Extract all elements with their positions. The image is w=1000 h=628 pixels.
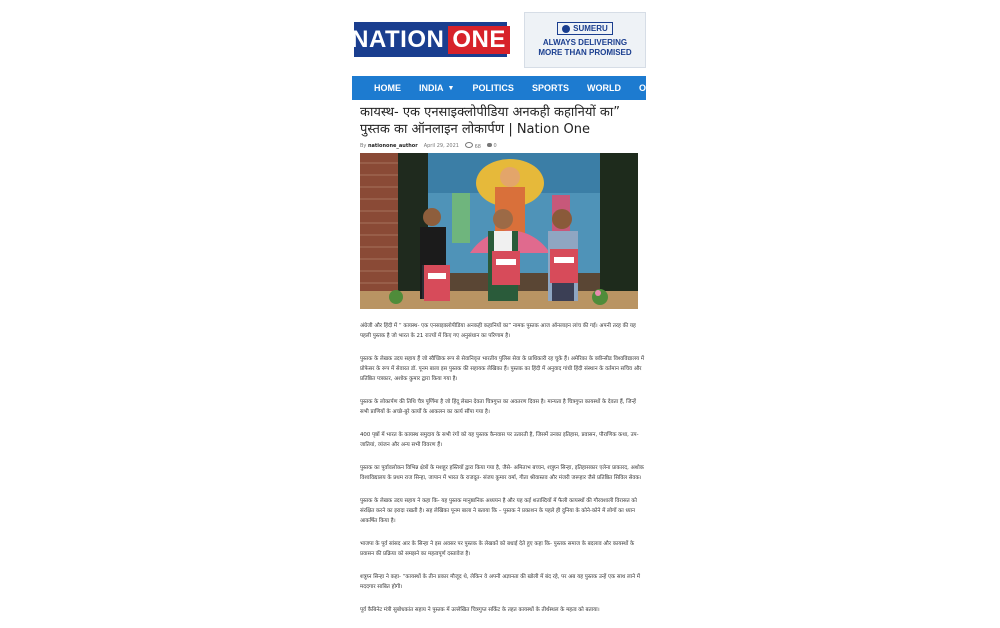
nav-item-label: POLITICS (472, 83, 514, 93)
article-paragraph: पुस्तक के लेखक उदय सहाय ने कहा कि- यह पुस्तक मानुष्ठानिक अध्ययन है और यह कई शताब्दियों में फैली कायस्थों की गौरवशाली विरासत को संरक्षित करने का इरादा रखती है। सह लेखिका पूनम बाला ने बताया कि – पुस्तक ने प्रकाशन के पहले ही दुनिया के कोने-कोने में लोगों का ध्यान आकर्षित किया है। (360, 498, 637, 524)
article-body (360, 321, 646, 628)
article-title: कायस्थ- एक एनसाइक्लोपीडिया अनकही कहानियों का” पुस्तक का ऑनलाइन लोकार्पण | Nation One (360, 105, 620, 137)
article-paragraph: पुस्तक का पूर्वावलोकन विभिन्न क्षेत्रों के मशहूर हस्तियों द्वारा किया गया है, जैसे- अमिताभ बच्चन, शत्रुघ्न सिन्हा, इतिहासकार एलेना प्राकारद, अशोक विश्वविद्यालय के प्रथम राज सिन्हा, जापान में भारत के राजदूत- संजय कुमार वर्मा, गीता श्रीवास्तव और मंजरी जरूहार जैसे प्रतिष्ठित सिविल सेवक। (360, 465, 644, 481)
article-meta (360, 141, 644, 151)
eye-icon (465, 142, 473, 148)
ad-brand-name: SUMERU (573, 24, 608, 33)
ad-brand (557, 22, 613, 35)
main-navigation (352, 76, 677, 100)
nav-item-label: WORLD (586, 83, 621, 93)
article-paragraph: 400 पृष्ठों में भारत के कायस्थ समुदाय के सभी रंगों को यह पुस्तक कैनवास पर उतारती है, जिसमें उनका इतिहास, प्रवासन, पौराणिक कथा, उप-जातियां, व्यंजन और अन्य सभी विवरण हैं। (360, 432, 639, 448)
sumeru-logo-icon (562, 25, 570, 33)
ad-tagline-2: MORE THAN PROMISED (538, 48, 632, 57)
view-count-value: 68 (474, 144, 481, 150)
logo-text-one: ONE (448, 26, 510, 54)
nation-one-logo[interactable] (351, 22, 507, 57)
article-paragraph: पुस्तक के लेखक उदय सहाय हैं जो स्वैच्छिक रूप से सेवानिवृत्त भारतीय पुलिस सेवा के प्राधिकारी रह चुके हैं। अमेरिका के क्वीन्सीड विश्वविद्यालय में प्रोफेसर के रूप में सेवारत डॉ. पूनम बाला इस पुस्तक की सहायक लेखिका हैं। पुस्तक का हिंदी में अनुवाद गांधी हिंदी संस्थान के वर्तमान सचिव और प्रतिष्ठित पत्रकार, अशोक कुमार द्वारा किया गया है। (360, 356, 645, 382)
view-count (465, 142, 481, 150)
nav-item-india[interactable] (410, 83, 463, 93)
article-paragraph: भाजपा के पूर्व सांसद आर के सिन्हा ने इस अवसर पर पुस्तक के लेखकों को बधाई देते हुए कहा कि- पुस्तक समाज के बदलाव और कायस्थों के प्रवासन की प्रक्रिया को समझने का महत्वपूर्ण दस्तावेज है। (360, 541, 635, 557)
publish-date: April 29, 2021 (423, 143, 459, 149)
nav-item-home[interactable] (352, 83, 410, 93)
book-launch-photo (360, 153, 638, 309)
article-featured-image (360, 153, 638, 309)
nav-item-label: HOME (374, 83, 401, 93)
meta-by (360, 143, 418, 149)
nav-item-sports[interactable] (523, 83, 578, 93)
comment-count[interactable] (487, 143, 497, 149)
nav-item-politics[interactable] (463, 83, 523, 93)
article-paragraph: अंग्रेजी और हिंदी में “ कायस्थ- एक एनसाइक्लोपीडिया अनकही कहानियों का” नामक पुस्तक आज ऑनलाइन लांच की गई। अपनी तरह की यह पहली पुस्तक है जो भारत के 21 राज्यों में किए गए अनुसंधान का परिणाम है। (360, 323, 636, 339)
logo-text-nation: NATION (351, 25, 445, 53)
article-paragraph: पुस्तक के लोकार्पण की तिथि चैत्र पूर्णिमा है जो हिंदू लेखन देवता चित्रगुप्त का अवतरण दिवस है। मान्यता है चित्रगुप्त कायस्थों के देवता हैं, जिन्हें सभी प्राणियों के अच्छे-बुरे कार्यों के आकलन का कार्य सौंपा गया है। (360, 399, 636, 415)
nav-item-others[interactable] (630, 83, 686, 93)
chevron-down-icon: ▼ (447, 84, 455, 92)
author-link[interactable]: nationone_author (367, 143, 418, 149)
article-page (351, 6, 677, 625)
advertisement-banner[interactable] (524, 12, 646, 68)
article-paragraph: पूर्व कैबिनेट मंत्री सुबोधकांत सहाय ने पुस्तक में उल्लेखित चित्रगुप्त सर्किट के तहत कायस्थों के तीर्थस्थल के महत्व को बताया। (360, 607, 600, 613)
nav-item-label: SPORTS (531, 83, 569, 93)
nav-item-label: INDIA (419, 83, 444, 93)
nav-item-label: OTHERS (638, 83, 677, 93)
nav-item-world[interactable] (578, 83, 630, 93)
article-paragraph: शत्रुघ्न सिन्हा ने कहा- “कायस्थों के तीन प्रकार मौजूद थे, लेकिन वे अपनी अज्ञानता की खोली में बंद रहे, पर अब यह पुस्तक उन्हें एक साथ लाने में मददगार साबित होगी। (360, 574, 641, 590)
meta-by-label: By (360, 143, 367, 149)
ad-tagline-1: ALWAYS DELIVERING (542, 38, 628, 47)
comment-icon (487, 143, 492, 147)
comment-count-value: 0 (493, 143, 497, 149)
